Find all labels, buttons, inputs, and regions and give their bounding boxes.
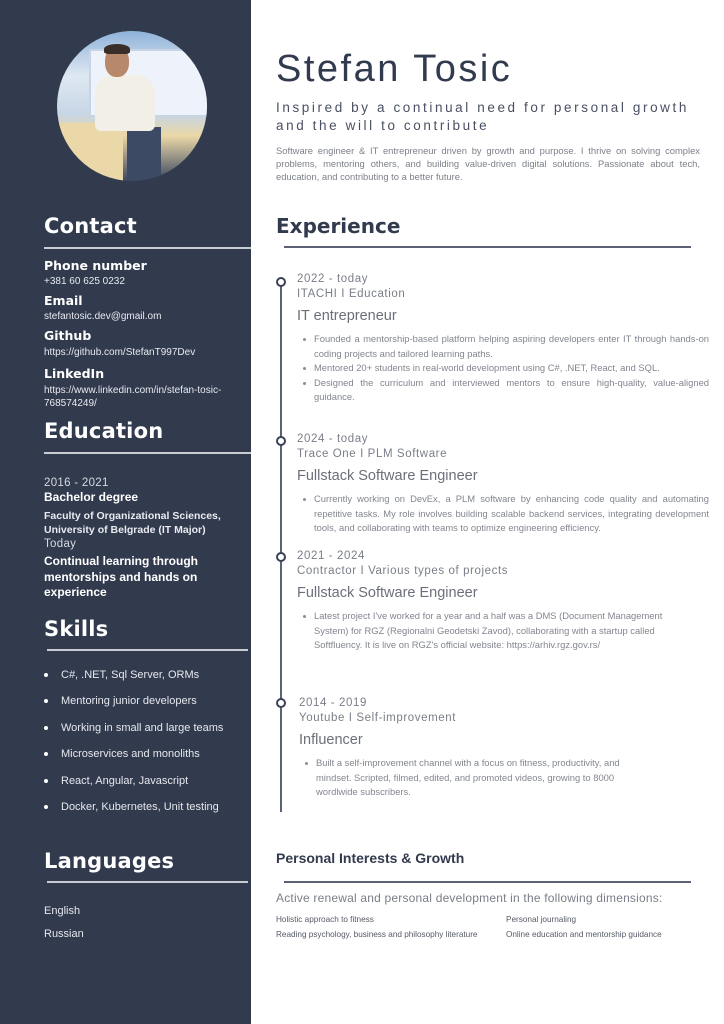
bullet-text: Currently working on DevEx, a PLM software by enhancing code quality and automating repetitive tasks. My role involves building scalable backend services, integrating development tools, and collaborating with teams to optimize engineering efficiency. — [314, 493, 709, 533]
linkedin-link[interactable]: https://www.linkedin.com/in/stefan-tosic-768574249/ — [44, 385, 222, 409]
job-bullets — [297, 332, 709, 405]
bullet-icon — [44, 699, 48, 703]
job-bullet — [297, 361, 709, 376]
page-title: Stefan Tosic — [276, 48, 513, 90]
skill-item — [44, 694, 223, 720]
interest-item: Holistic approach to fitness — [276, 915, 374, 924]
language-item: English — [44, 905, 81, 917]
job-role: Fullstack Software Engineer — [297, 585, 478, 601]
languages-divider — [47, 881, 248, 883]
person-legs — [127, 127, 161, 181]
language-item: Russian — [44, 928, 84, 940]
education-date: 2016 - 2021 — [44, 477, 109, 489]
avatar — [57, 31, 207, 181]
bullet-icon — [303, 615, 306, 618]
job-role: IT entrepreneur — [297, 308, 397, 324]
skills-list — [44, 668, 223, 826]
job-bullet — [299, 756, 651, 800]
job-bullet — [297, 492, 709, 536]
bullet-icon — [44, 726, 48, 730]
job-company: ITACHI I Education — [297, 288, 406, 300]
bullet-icon — [303, 498, 306, 501]
timeline-node-icon — [276, 436, 286, 446]
timeline-node-icon — [276, 698, 286, 708]
experience-item — [297, 432, 709, 536]
interests-divider — [284, 881, 691, 883]
job-bullet — [297, 332, 709, 361]
skill-label: Microservices and monoliths — [61, 748, 200, 761]
job-date: 2014 - 2019 — [299, 697, 367, 709]
bullet-text: Designed the curriculum and interviewed mentors to ensure high-quality, value-aligned guidance. — [314, 376, 709, 402]
job-bullets — [297, 492, 709, 536]
timeline-node-icon — [276, 277, 286, 287]
bullet-icon — [305, 762, 308, 765]
education-institution: Faculty of Organizational Sciences, University of Belgrade (IT Major) — [44, 510, 221, 536]
bullet-icon — [303, 382, 306, 385]
experience-item — [297, 549, 709, 653]
interests-lead: Active renewal and personal development in the following dimensions: — [276, 891, 663, 905]
job-bullet — [297, 376, 709, 405]
interest-item: Online education and mentorship guidance — [506, 930, 662, 939]
job-role: Fullstack Software Engineer — [297, 468, 478, 484]
job-role: Influencer — [299, 732, 363, 748]
person-body — [95, 75, 155, 131]
job-company: Youtube I Self-improvement — [299, 712, 457, 724]
interest-item: Reading psychology, business and philosophy literature — [276, 930, 478, 939]
education-divider — [44, 452, 251, 454]
job-date: 2024 - today — [297, 433, 369, 445]
experience-divider — [284, 246, 691, 248]
interests-heading: Personal Interests & Growth — [276, 850, 465, 866]
skill-label: C#, .NET, Sql Server, ORMs — [61, 669, 200, 681]
bullet-icon — [44, 752, 48, 756]
profile-summary: Software engineer & IT entrepreneur driven by growth and purpose. I thrive on solving complex problems, mentoring others, and building value-driven digital solutions. Passionate about tech, education, and contributing to a better future. — [276, 145, 700, 182]
bullet-icon — [44, 779, 48, 783]
tagline: Inspired by a continual need for personal growth and the will to contribute — [276, 100, 689, 133]
skills-divider — [47, 649, 248, 651]
timeline-line — [280, 285, 282, 812]
skill-item — [44, 747, 223, 773]
github-link[interactable]: https://github.com/StefanT997Dev — [44, 347, 196, 358]
bullet-text: Founded a mentorship-based platform helping aspiring developers enter IT through hands-on coding projects and tailored learning paths. — [314, 333, 709, 359]
bullet-text: Mentored 20+ students in real-world development using C#, .NET, React, and SQL. — [314, 362, 660, 373]
person-hair — [104, 44, 130, 54]
skill-label: React, Angular, Javascript — [61, 774, 189, 787]
bullet-icon — [44, 805, 48, 809]
skill-label: Docker, Kubernetes, Unit testing — [61, 800, 219, 813]
interest-item: Personal journaling — [506, 915, 577, 924]
skill-label: Mentoring junior developers — [61, 695, 197, 708]
bullet-text: Latest project I've worked for a year and a half was a DMS (Document Management System) for RGZ (Regionalni Geodetski Zavod), collaborating with a startup called Softfluency. It is live on RGZ's official website: https://arhiv.rgz.gov.rs/ — [314, 610, 663, 650]
timeline-node-icon — [276, 552, 286, 562]
phone-value: +381 60 625 0232 — [44, 276, 125, 287]
bullet-icon — [303, 367, 306, 370]
experience-item — [299, 696, 711, 800]
job-bullet — [297, 609, 679, 653]
job-bullets — [299, 756, 711, 800]
job-company: Trace One I PLM Software — [297, 448, 448, 460]
skill-item — [44, 774, 223, 800]
skill-label: Working in small and large teams — [61, 721, 224, 734]
skills-heading: Skills — [44, 617, 109, 641]
experience-heading: Experience — [276, 214, 401, 238]
contact-heading: Contact — [44, 214, 137, 238]
skill-item — [44, 800, 223, 826]
education-heading: Education — [44, 419, 164, 443]
job-date: 2022 - today — [297, 273, 369, 285]
phone-label: Phone number — [44, 258, 147, 273]
education-date-today: Today — [44, 538, 77, 550]
contact-divider — [44, 247, 251, 249]
job-date: 2021 - 2024 — [297, 550, 365, 562]
education-degree: Bachelor degree — [44, 490, 139, 504]
languages-heading: Languages — [44, 849, 175, 873]
experience-item — [297, 272, 709, 405]
job-bullets — [297, 609, 709, 653]
github-label: Github — [44, 328, 92, 343]
skill-item — [44, 721, 223, 747]
email-label: Email — [44, 293, 83, 308]
bullet-text: Built a self-improvement channel with a focus on fitness, productivity, and mindset. Scripted, filmed, edited, and promoted videos, growing to 8000 wordlwide subscribers. — [316, 757, 620, 797]
bullet-icon — [44, 673, 48, 677]
skill-item — [44, 668, 223, 694]
desk — [57, 123, 123, 181]
education-continual: Continual learning through mentorships and hands on experience — [44, 554, 198, 599]
job-company: Contractor I Various types of projects — [297, 565, 509, 577]
linkedin-label: LinkedIn — [44, 366, 105, 381]
email-link[interactable]: stefantosic.dev@gmail.om — [44, 311, 162, 322]
bullet-icon — [303, 338, 306, 341]
sidebar — [0, 0, 251, 1024]
